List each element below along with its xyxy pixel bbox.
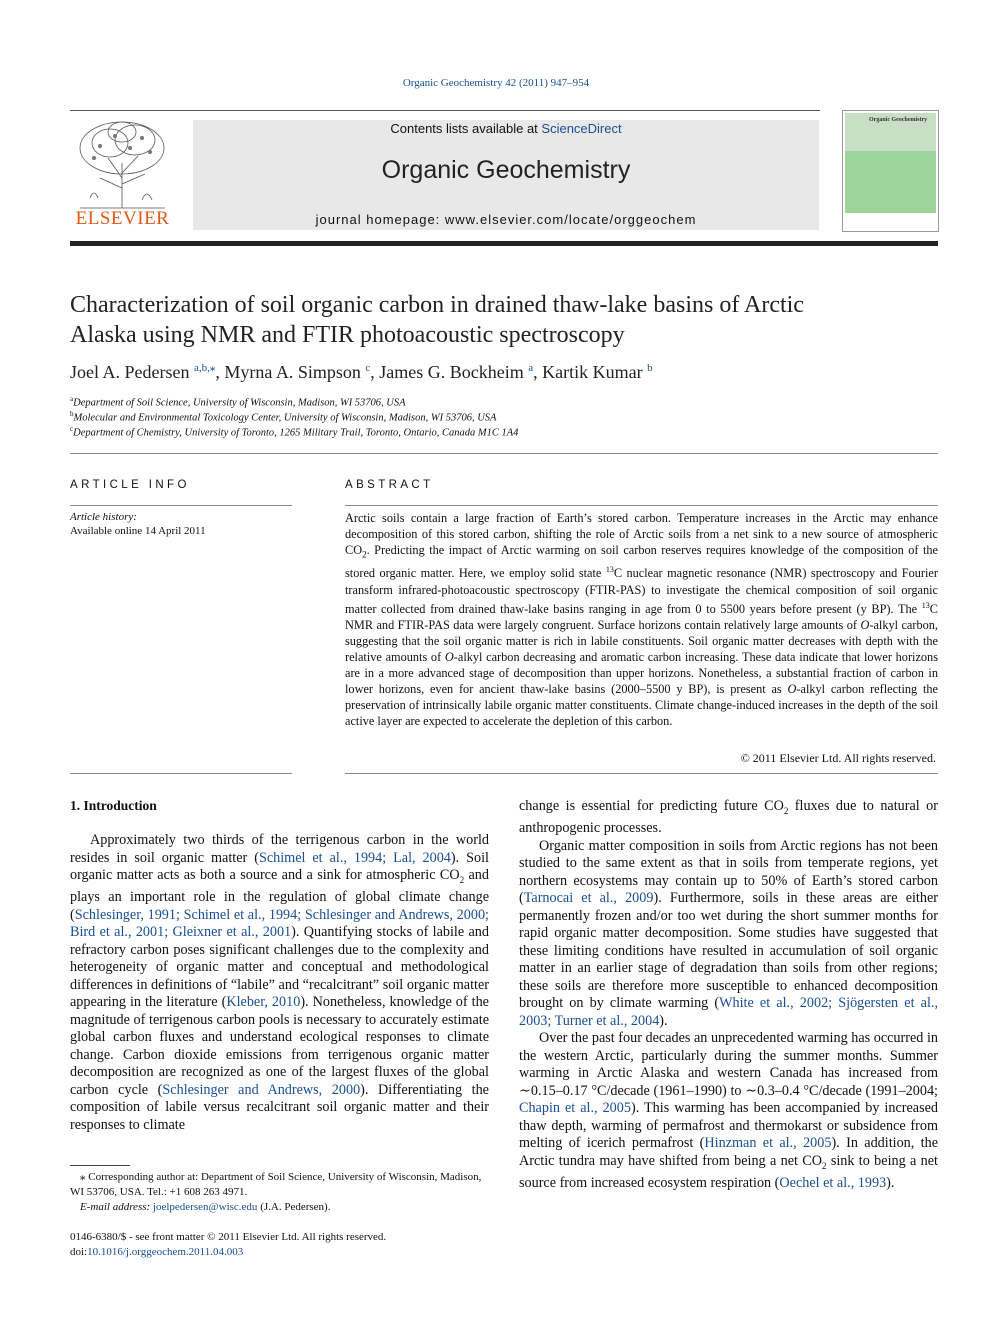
citation-link[interactable]: Tarnocai et al., 2009 [523, 890, 654, 907]
email-label: E-mail address: [80, 1201, 153, 1213]
journal-name: Organic Geochemistry [381, 156, 631, 184]
citation-link[interactable]: Schlesinger and Andrews, 2000 [162, 1081, 361, 1098]
cover-art [845, 151, 936, 213]
article-info-divider [70, 505, 292, 506]
intro-left-column [70, 832, 489, 1134]
paragraph: Approximately two thirds of the terrigenous carbon in the world resides in soil organic matter (Schimel et al., 1994; Lal, 2004). Soil organic matter acts as both a source and a sink for atmospheric $CO_2$ and plays an important role in the regulation of global climate change (Schlesinger, 1991; Schimel et al., 1994; Schlesinger and Andrews, 2000; Bird et al., 2001; Gleixner et al., 2001). Quantifying stocks of labile and refractory carbon poses significant challenges due to the complexity and heterogeneity of organic matter and conceptual and methodological differences in definitions of “labile” and “recalcitrant” soil organic matter appearing in the literature (Kleber, 2010). Nonetheless, knowledge of the magnitude of terrigenous carbon pools is necessary to accurately estimate global carbon fluxes and understand ecological responses to climate change. Carbon dioxide emissions from terrigenous organic matter decomposition are recognized as one of the largest fluxes of the global carbon cycle (Schlesinger and Andrews, 2000). Differentiating the composition of labile versus recalcitrant soil organic matter and their responses to climate [70, 832, 489, 1133]
article-info-label: ARTICLE INFO [70, 479, 190, 491]
paragraph: change is essential for predicting future $CO_2$ fluxes due to natural or anthropogenic processes. [519, 798, 938, 837]
affiliation [70, 425, 930, 439]
affiliation-text: Molecular and Environmental Toxicology Center, University of Wisconsin, Madison, WI 53706, USA [73, 412, 497, 424]
article-info-bottom-rule [70, 773, 292, 774]
citation-link[interactable]: Schlesinger, 1991; Schimel et al., 1994; Schlesinger and Andrews, 2000; Bird et al., 2001; Gleixner et al., 2001 [70, 906, 489, 941]
email-link[interactable]: joelpedersen@wisc.edu [152, 1201, 258, 1213]
citation-link[interactable]: Kleber, 2010 [226, 994, 301, 1011]
title-block-divider [70, 453, 938, 454]
header-divider [70, 110, 820, 111]
title-line-2: Alaska using NMR and FTIR photoacoustic spectroscopy [70, 322, 625, 348]
elsevier-tree-icon [70, 118, 175, 210]
doi-link[interactable]: 10.1016/j.orggeochem.2011.04.003 [87, 1246, 244, 1258]
elsevier-wordmark: ELSEVIER [75, 208, 170, 229]
author-affil-sup[interactable]: a [528, 362, 534, 374]
abstract-label: ABSTRACT [345, 479, 434, 491]
affiliation-text: Department of Soil Science, University of Wisconsin, Madison, WI 53706, USA [73, 397, 406, 409]
citation-link[interactable]: Hinzman et al., 2005 [704, 1135, 832, 1152]
article-history-label: Article history: [70, 511, 137, 523]
abstract-divider [345, 505, 938, 506]
citation-link[interactable]: White et al., 2002; Sjögersten et al., 2003; Turner et al., 2004 [519, 995, 938, 1029]
homepage-link[interactable]: www.elsevier.com/locate/orggeochem [444, 212, 697, 227]
citation-link[interactable]: Schimel et al., 1994; Lal, 2004 [258, 849, 451, 866]
abstract-bottom-rule [345, 773, 938, 774]
citation-link[interactable]: Chapin et al., 2005 [519, 1100, 631, 1117]
footnote-rule [70, 1165, 130, 1166]
elsevier-logo [70, 118, 175, 230]
contents-line [193, 121, 819, 136]
title-line-1: Characterization of soil organic carbon in drained thaw-lake basins of Arctic [70, 292, 804, 318]
journal-homepage [193, 212, 819, 227]
citation-link[interactable]: Oechel et al., 1993 [779, 1175, 887, 1192]
sciencedirect-link[interactable]: ScienceDirect [541, 121, 622, 136]
email-suffix: (J.A. Pedersen). [257, 1201, 331, 1213]
affiliation [70, 395, 930, 409]
journal-reference[interactable]: Organic Geochemistry 42 (2011) 947–954 [402, 77, 590, 89]
affiliation [70, 410, 930, 424]
header-thick-rule [70, 241, 938, 246]
author-name[interactable]: James G. Bockheim [379, 362, 524, 382]
author-list: Joel A. Pedersen $^{a,b,⁎}$, Myrna A. Simpson $^c$, James G. Bockheim $^a$, Kartik Kumar $^b$ [70, 362, 653, 382]
corresponding-author-footnote: ⁎ Corresponding author at: Department of Soil Science, University of Wisconsin, Madison, WI 53706, USA. Tel.: +1 608 263 4971. [70, 1171, 482, 1198]
doi-line [70, 1245, 490, 1260]
intro-right-column [519, 798, 938, 1193]
paragraph: Organic matter composition in soils from Arctic regions has not been studied to the same extent as that in soils from temperate regions, yet northern ecosystems may contain up to 50% of Earth’s stored carbon (Tarnocai et al., 2009). Furthermore, soils in these areas are either permanently frozen and/or too wet during the short summer months for rapid organic matter decomposition. Some studies have suggested that these limiting conditions have resulted in accumulation of soil organic matter in an earlier stage of degradation than soils from other regions; these soils are therefore more susceptible to enhanced decomposition brought on by climate warming (White et al., 2002; Sjögersten et al., 2003; Turner et al., 2004). [519, 837, 938, 1029]
cover-footer [845, 213, 936, 229]
affiliation-sup: c [70, 425, 74, 433]
issn-line: 0146-6380/$ - see front matter © 2011 Elsevier Ltd. All rights reserved. [70, 1231, 387, 1243]
homepage-prefix: journal homepage: [315, 212, 445, 227]
author-affil-sup[interactable]: b [647, 362, 653, 374]
affiliation-sup: b [70, 410, 74, 418]
article-history-value: Available online 14 April 2011 [70, 525, 206, 537]
affiliation-text: Department of Chemistry, University of Toronto, 1265 Military Trail, Toronto, Ontario, Canada M1C 1A4 [73, 427, 519, 439]
paragraph: Over the past four decades an unprecedented warming has occurred in the western Arctic, particularly during the summer months. Summer warming in Arctic Alaska and western Canada has increased from ∼0.15–0.17 °C/decade (1961–1990) to ∼0.3–0.4 °C/decade (1991–2004; Chapin et al., 2005). This warming has been accompanied by increased thaw depth, warming of permafrost and thermokarst or subsidence from melting of icerich permafrost (Hinzman et al., 2005). In addition, the Arctic tundra may have shifted from being a net $CO_2$ sink to being a net source from increased ecosystem respiration (Oechel et al., 1993). [519, 1030, 939, 1192]
author-name[interactable]: Joel A. Pedersen [70, 362, 190, 382]
author-affil-sup[interactable]: c [365, 362, 371, 374]
email-footnote [80, 1200, 490, 1215]
section-heading-introduction: 1. Introduction [70, 798, 157, 813]
article-title [70, 290, 930, 350]
journal-cover-thumbnail [842, 110, 939, 232]
cover-title: Organic Geochemistry [869, 117, 928, 123]
abstract-copyright: © 2011 Elsevier Ltd. All rights reserved. [740, 751, 936, 765]
author-affil-sup[interactable]: a,b,⁎ [193, 362, 216, 374]
author-name[interactable]: Myrna A. Simpson [224, 362, 361, 382]
contents-prefix: Contents lists available at [390, 121, 542, 136]
affiliation-sup: a [70, 395, 74, 403]
author-name[interactable]: Kartik Kumar [542, 362, 643, 382]
abstract-body: Arctic soils contain a large fraction of Earth’s stored carbon. Temperature increases in the Arctic may enhance decomposition of this stored carbon, shifting the role of Arctic soils from a net sink to a new source of atmospheric $CO_2$. Predicting the impact of Arctic warming on soil carbon reserves requires knowledge of the composition of the stored organic matter. Here, we employ solid state $^{13}$C nuclear magnetic resonance (NMR) spectroscopy and Fourier transform infrared-photoacoustic spectroscopy (FTIR-PAS) to investigate the chemical composition of soil organic matter collected from drained thaw-lake basins ranging in age from 0 to 5500 years before present (y BP). The $^{13}$C NMR and FTIR-PAS data were largely congruent. Surface horizons contain relatively large amounts of O-alkyl carbon, suggesting that the soil organic matter is rich in labile constituents. Soil organic matter decreases with depth with the relative amounts of O-alkyl carbon decreasing and aromatic carbon increasing. These data indicate that lower horizons are in a more advanced stage of decomposition than upper horizons. Nonetheless, a substantial fraction of carbon in lower horizons, even for ancient thaw-lake basins (2000–5500 y BP), is present as O-alkyl carbon reflecting the preservation of intrinsically labile organic matter constituents. Climate change-induced increases in the depth of the soil active layer are expected to accelerate the depletion of this carbon. [345, 511, 938, 728]
doi-label: doi: [70, 1246, 88, 1258]
